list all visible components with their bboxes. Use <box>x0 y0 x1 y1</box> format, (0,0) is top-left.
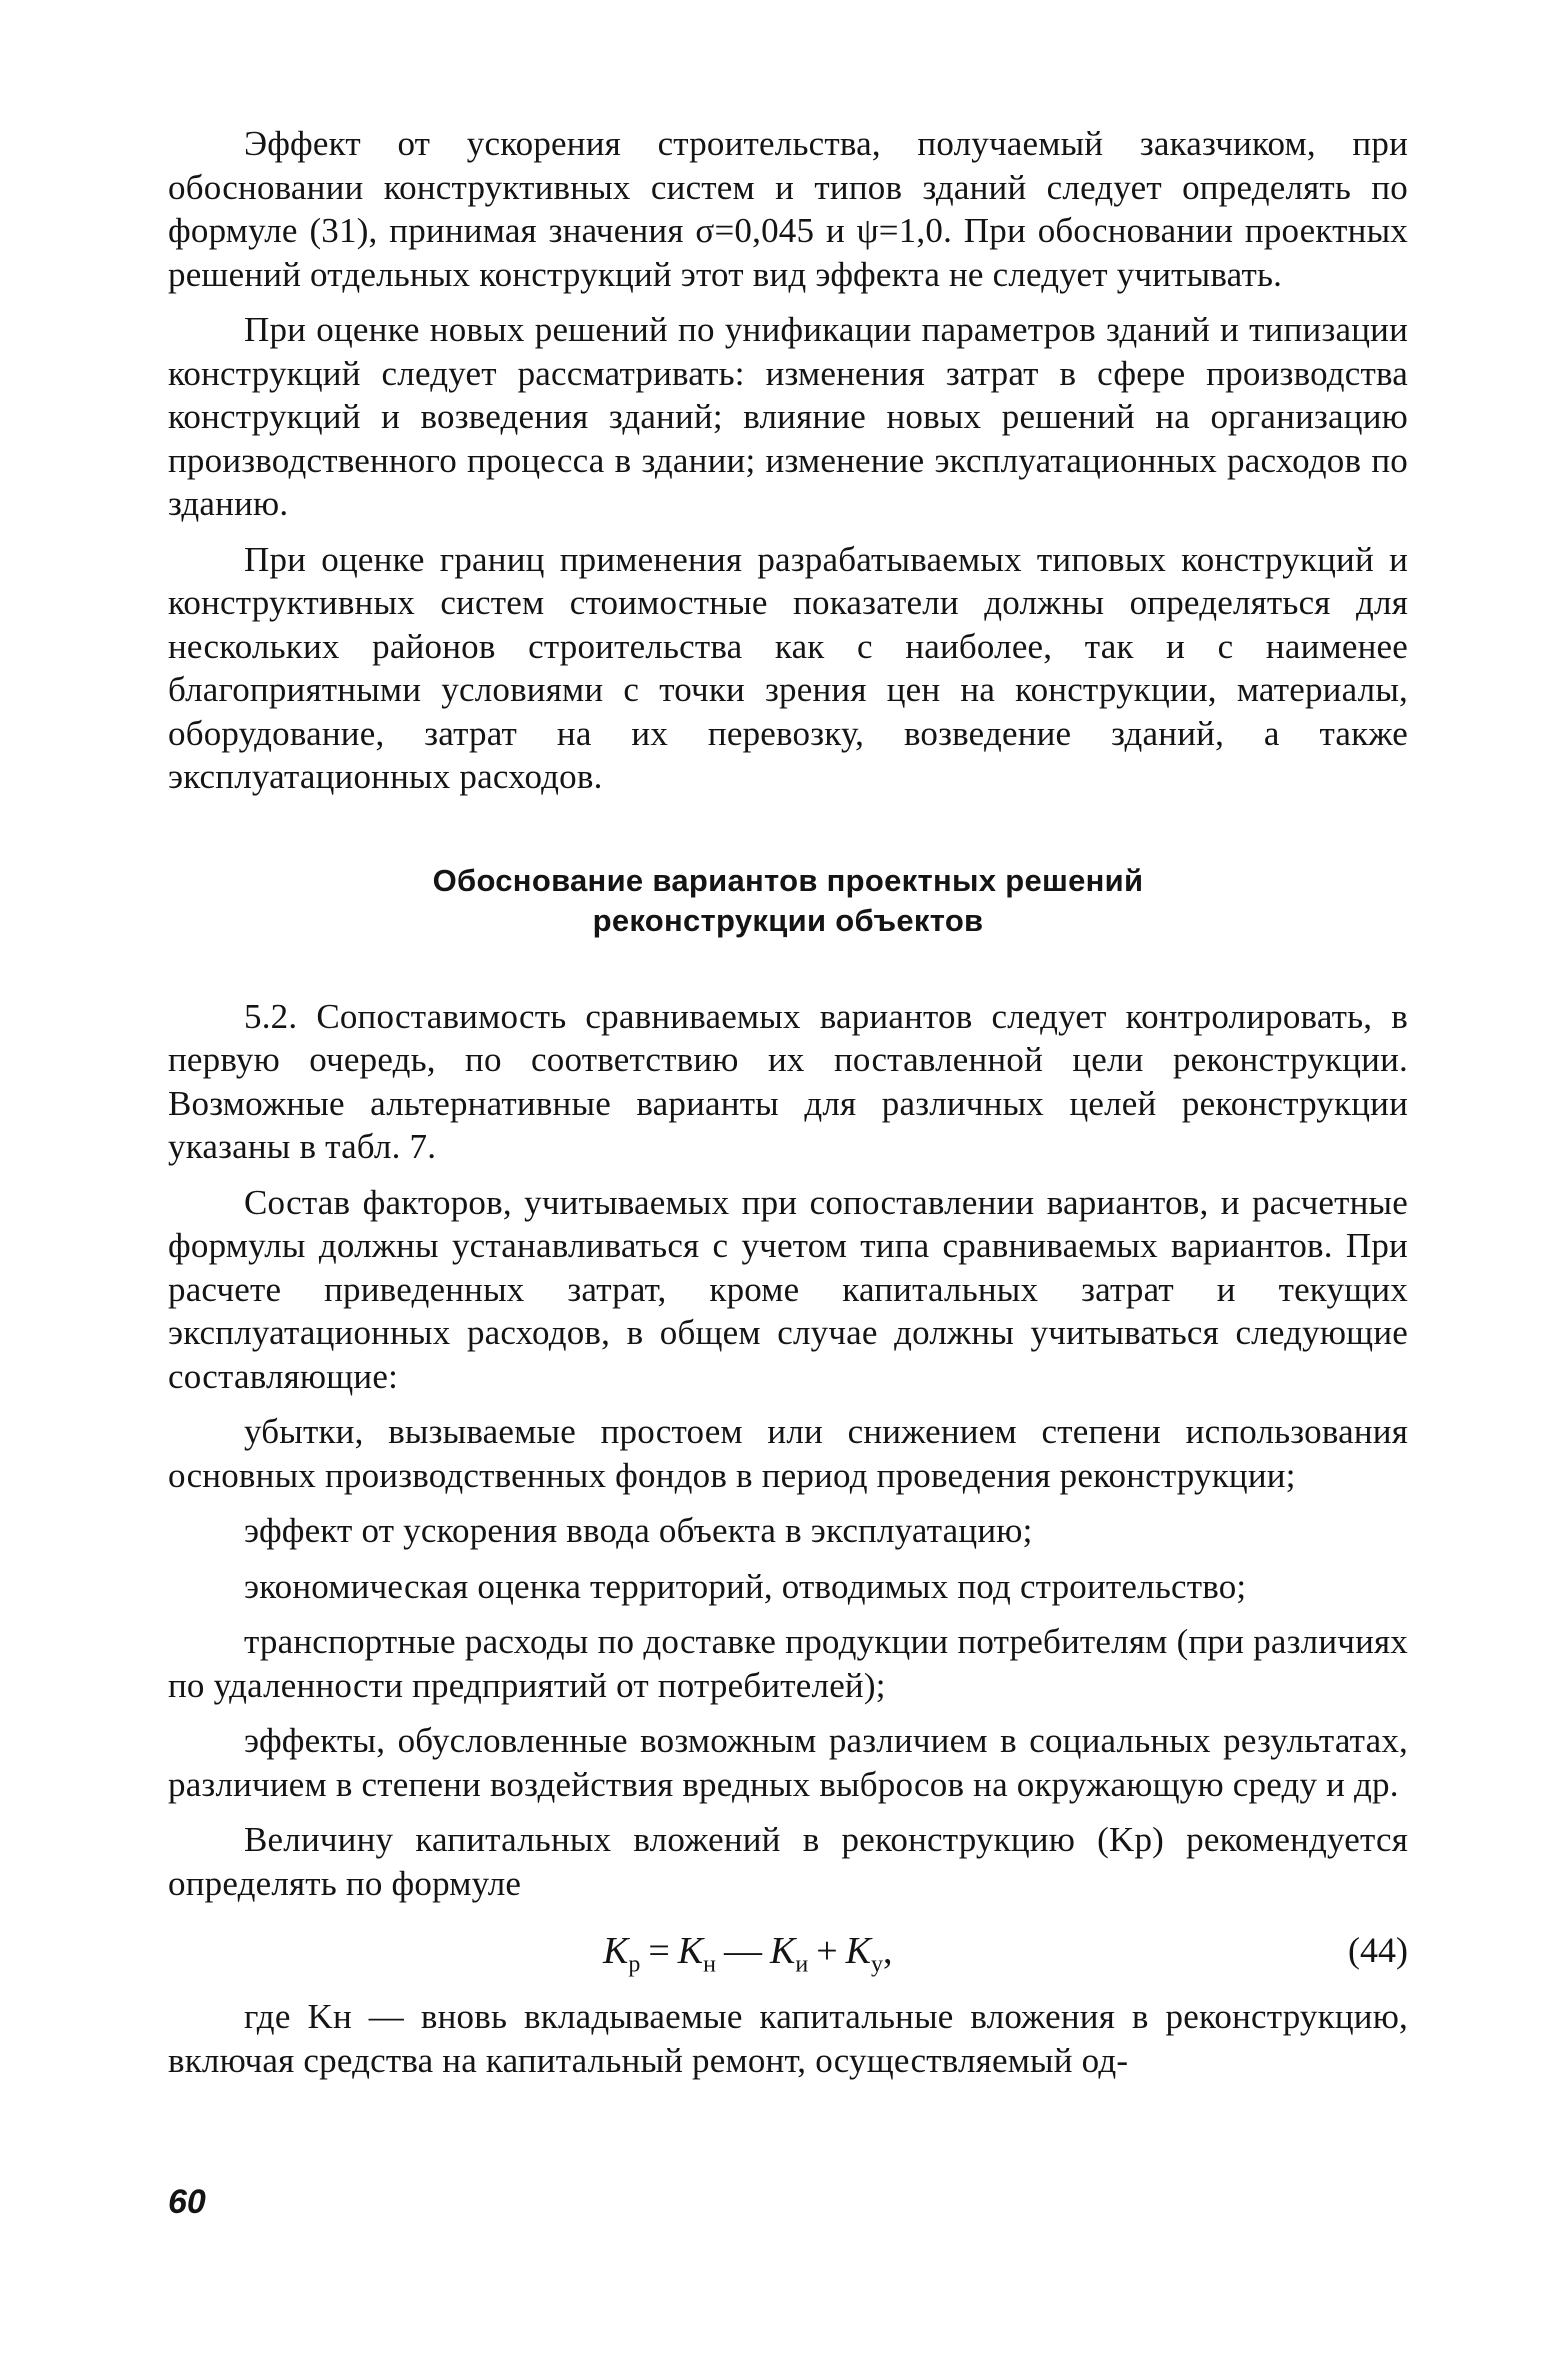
formula-44 <box>168 1929 1408 1985</box>
page-body <box>168 122 1408 2082</box>
list-item-commissioning-effect: эффект от ускорения ввода объекта в эксплуатацию; <box>244 1511 1033 1550</box>
section-heading-line-2: реконструкции объектов <box>592 902 984 938</box>
formula-expression: $K_р = K_н$ — $K_и + K_у$, <box>603 1930 893 1978</box>
section-heading <box>168 861 1408 941</box>
list-item-land-evaluation: экономическая оценка территорий, отводимых под строительство; <box>244 1566 1247 1606</box>
list-item-transport-costs: транспортные расходы по доставке продукции потребителям (при различиях по удаленности предприятий от потребителей); <box>168 1622 1408 1705</box>
equation-number: (44) <box>1348 1930 1408 1970</box>
list-item-losses: убытки, вызываемые простоем или снижением степени использования основных производственных фондов в период проведения реконструкции; <box>168 1412 1408 1495</box>
paragraph-speedup-effect: Эффект от ускорения строительства, получаемый заказчиком, при обосновании конструктивных систем и типов зданий следует определять по формуле (31), принимая значения σ=0,045 и ψ=1,0. При обосновании проектных решений отдельных конструкций этот вид эффекта не следует учитывать. <box>168 124 1408 294</box>
paragraph-unification: При оценке новых решений по унификации параметров зданий и типизации конструкций следует рассматривать: изменения затрат в сфере производства конструкций и возведения зданий; влияние новых решений на организацию производственного процесса в здании; изменение эксплуатационных расходов по зданию. <box>168 310 1408 523</box>
paragraph-factors: Состав факторов, учитываемых при сопоставлении вариантов, и расчетные формулы должны устанавливаться с учетом типа сравниваемых вариантов. При расчете приведенных затрат, кроме капитальных затрат и текущих эксплуатационных расходов, в общем случае должны учитываться следующие составляющие: <box>168 1182 1408 1396</box>
list-item-social-effects: эффекты, обусловленные возможным различием в социальных результатах, различием в степени воздействия вредных выбросов на окружающую среду и др. <box>168 1721 1408 1804</box>
paragraph-capital-investment: Величину капитальных вложений в реконструкцию (Kр) рекомендуется определять по формуле <box>168 1820 1408 1903</box>
paragraph-5-2: 5.2. Сопоставимость сравниваемых вариантов следует контролировать, в первую очередь, по соответствию их поставленной цели реконструкции. Возможные альтернативные варианты для различных целей реконструкции указаны в табл. 7. <box>168 996 1408 1166</box>
page-number: 60 <box>168 2183 206 2221</box>
paragraph-application-bounds: При оценке границ применения разрабатываемых типовых конструкций и конструктивных систем стоимостные показатели должны определяться для нескольких районов строительства как с наиболее, так и с наименее благоприятными условиями с точки зрения цен на конструкции, материалы, оборудование, затрат на их перевозку, возведение зданий, а также эксплуатационных расходов. <box>168 539 1408 796</box>
paragraph-where-kn: где Kн — вновь вкладываемые капитальные вложения в реконструкцию, включая средства на капитальный ремонт, осуществляемый од- <box>168 1997 1408 2080</box>
section-heading-line-1: Обоснование вариантов проектных решений <box>432 862 1144 898</box>
